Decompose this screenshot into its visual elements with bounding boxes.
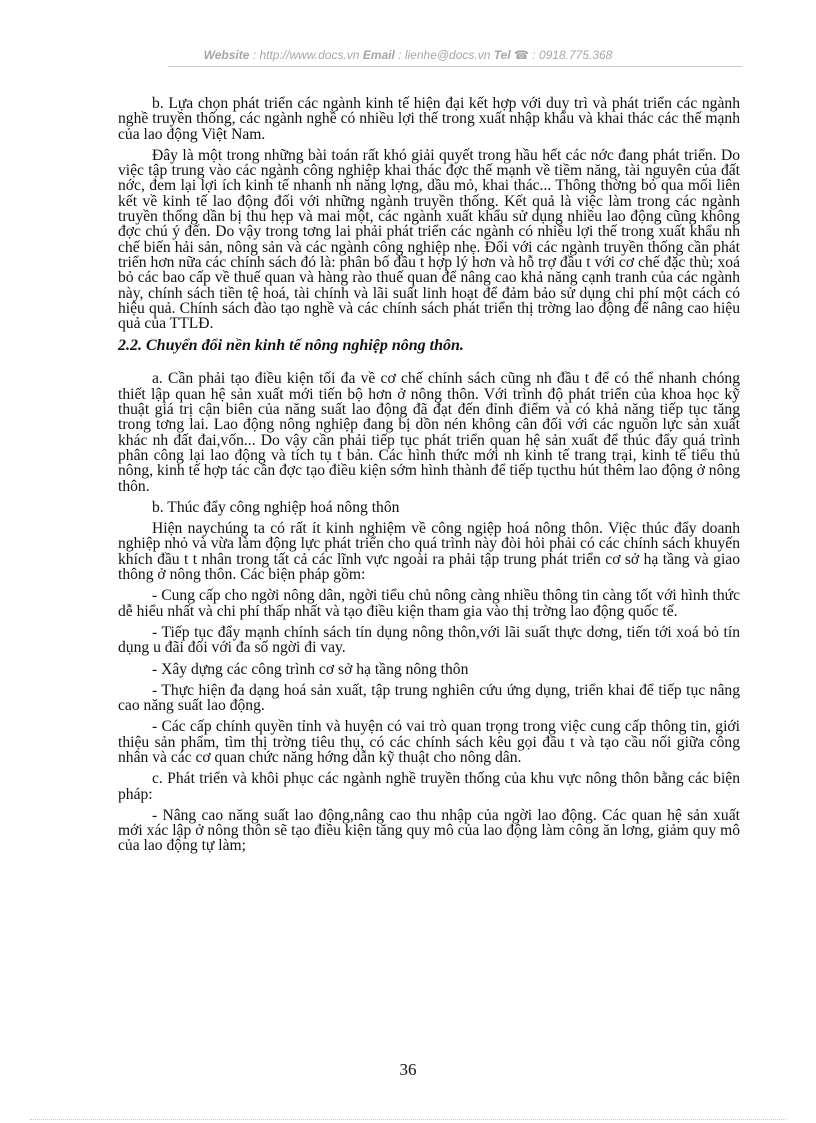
section-heading: 2.2. Chuyển đổi nền kinh tế nông nghiệp nông thôn. [118,337,464,355]
website-label: Website [203,48,250,62]
bullet-item: - Các cấp chính quyền tỉnh và huyện có vai trò quan trọng trong việc cung cấp thông tin, giới thiệu sản phẩm, tìm thị trờng tiêu thụ, có các chính sách kêu gọi đầu t và tạo cầu nối giữa công nhân và các cơ quan chức năng hớng dẫn kỹ thuật cho nông dân. [118,718,740,766]
page-header [0,48,816,62]
bullet-item: - Cung cấp cho ngời nông dân, ngời tiểu chủ nông càng nhiều thông tin càng tốt với hình thức dễ hiểu nhất và chi phí thấp nhất và tạo điều kiện tham gia vào thị trờng lao động quốc tế. [118,587,740,620]
paragraph: b. Lựa chọn phát triển các ngành kinh tế hiện đại kết hợp với duy trì và phát triển các ngành nghề truyền thống, các ngành nghề có nhiều lợi thế trong xuất nhập khẩu và khai thác các thế mạnh của lao động Việt Nam. [118,95,740,143]
email-label: Email [362,48,395,62]
email-value: : lienhe@docs.vn [394,48,494,62]
website-value: : http://www.docs.vn [249,48,363,62]
paragraph: Hiện naychúng ta có rất ít kinh nghiệm về công ngiệp hoá nông thôn. Việc thúc đẩy doanh nghiệp nhỏ và vừa làm động lực phát triển cho quá trình này đòi hỏi phải có các chính sách khuyến khích đầu t t nhân trong tất cả các lĩnh vực ngoài ra phải tập trung phát triển cơ sở hạ tầng và giao thông ở nông thôn. Các biện pháp gồm: [118,520,740,584]
tel-value: ☎ : 0918.775.368 [510,48,613,62]
tel-label: Tel [493,48,511,62]
footer-divider [30,1119,786,1120]
bullet-item: - Tiếp tục đẩy mạnh chính sách tín dụng nông thôn,với lãi suất thực dơng, tiến tới xoá bỏ tín dụng u đãi đối với đa số ngời đi vay. [118,623,740,657]
header-divider [168,66,742,67]
bullet-item: - Xây dựng các công trình cơ sở hạ tầng nông thôn [152,660,469,678]
paragraph: c. Phát triển và khôi phục các ngành nghề truyền thống của khu vực nông thôn bằng các biện pháp: [118,770,740,803]
document-body [118,96,740,860]
paragraph: Đây là một trong những bài toán rất khó giải quyết trong hầu hết các nớc đang phát triển. Do việc tập trung vào các ngành công nghiệp khai thác đợc thế mạnh về tiềm năng, tài nguyên của đất nớc, đem lại lợi ích kinh tế nhanh nh năng lợng, dầu mỏ, khai thác... Thông thờng bỏ qua mối liên kết về kinh tế lao động đối với những ngành truyền thống. Kết quả là việc làm trong các ngành truyền thống dần bị thu hẹp và mai một, các ngành xuất khẩu sử dụng nhiều lao động cũng không đợc chú ý đến. Do vậy trong tơng lai phải phát triển các ngành có nhiều lợi thế trong xuất khẩu nh chế biến hải sản, nông sản và các ngành công nghiệp nhẹ. Đối với các ngành truyền thống cần phát triển hơn nữa các chính sách đó là: phân bố đầu t hợp lý hơn và hỗ trợ đầu t với cơ chế đặc thù; xoá bỏ các bao cấp về thuế quan và hàng rào thuế quan để nâng cao khả năng cạnh tranh của các ngành này, chính sách tiền tệ hoá, tài chính và lãi suất linh hoạt để đảm bảo sử dụng chi phí một cách có hiệu quả. Chính sách đào tạo nghề và các chính sách phát triển thị trờng lao động để nâng cao hiệu quả của TTLĐ. [118,146,740,333]
page-number: 36 [399,1060,417,1079]
paragraph: b. Thúc đẩy công nghiệp hoá nông thôn [152,498,400,516]
bullet-item: - Nâng cao năng suất lao động,nâng cao thu nhập của ngời lao động. Các quan hệ sản xuất mới xác lập ở nông thôn sẽ tạo điều kiện tăng quy mô của lao động làm công ăn lơng, giảm quy mô của lao động tự làm; [118,806,740,855]
paragraph: a. Cần phải tạo điều kiện tối đa về cơ chế chính sách cũng nh đầu t để có thể nhanh chóng thiết lập quan hệ sản xuất mới tiến bộ hơn ở nông thôn. Với trình độ phát triển của khoa học kỹ thuật giá trị cận biên của năng suất lao động đã đạt đến đỉnh điểm và có khả năng tiếp tục tăng trong tơng lai. Lao động nông nghiệp đang bị dồn nén không cân đối với các nguồn lực sản xuất khác nh đất đai,vốn... Do vậy cần phải tiếp tục phát triển quan hệ sản xuất để thúc đẩy quá trình phân công lại lao động và tích tụ t bản. Các hình thức mới nh kinh tế trang trại, kinh tế tiểu thủ nông, kinh tế hợp tác cần đợc tạo điều kiện sớm hình thành để tiếp tụcthu hút thêm lao động ở nông thôn. [118,370,740,495]
bullet-item: - Thực hiện đa dạng hoá sản xuất, tập trung nghiên cứu ứng dụng, triển khai để tiếp tục nâng cao năng suất lao động. [118,681,740,715]
